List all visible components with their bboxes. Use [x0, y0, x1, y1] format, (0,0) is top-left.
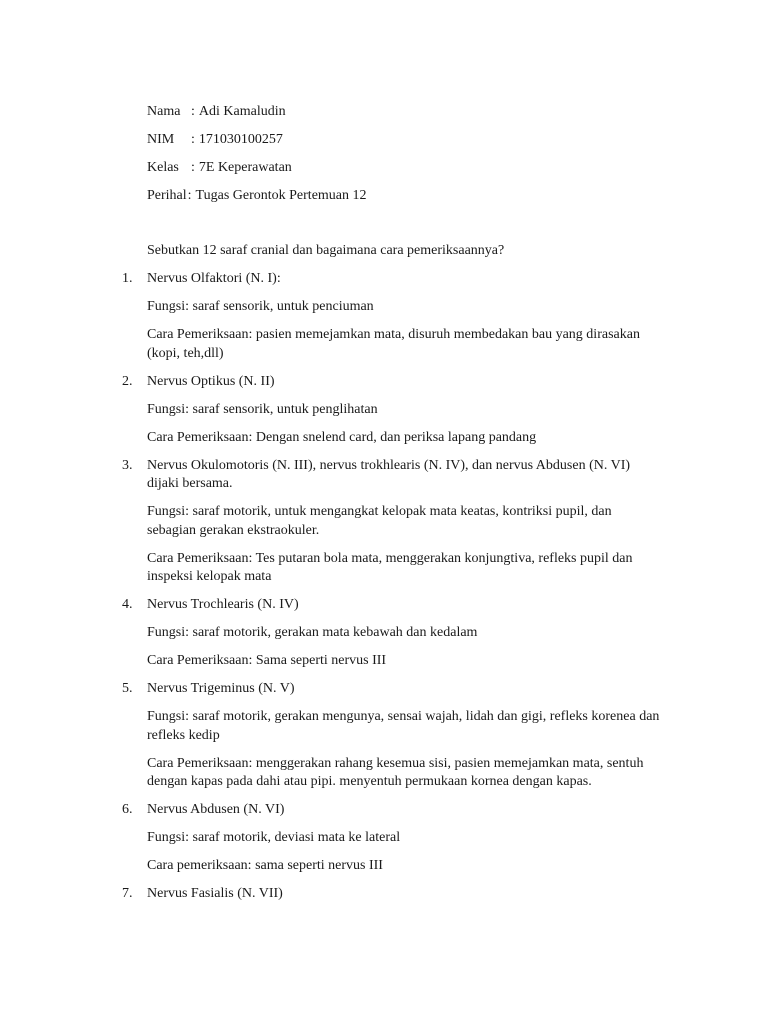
item-cara: Cara Pemeriksaan: Tes putaran bola mata, menggerakan konjungtiva, refleks pupil dan inspeksi kelopak mata: [147, 550, 633, 584]
item-number: 6.: [122, 802, 133, 817]
item-number: 7.: [122, 886, 133, 901]
item-title: Nervus Olfaktori (N. I):: [147, 271, 281, 286]
item-fungsi: Fungsi: saraf motorik, gerakan mengunya, sensai wajah, lidah dan gigi, refleks korenea dan refleks kedip: [147, 709, 660, 743]
item-cara: Cara Pemeriksaan: Sama seperti nervus III: [147, 653, 387, 668]
question-text: Sebutkan 12 saraf cranial dan bagaimana cara pemeriksaannya?: [147, 243, 505, 258]
info-label: Perihal: [147, 188, 187, 203]
item-title: Nervus Trochlearis (N. IV): [147, 597, 299, 612]
list-item: [122, 801, 662, 876]
list-item: [122, 457, 662, 587]
item-title: Nervus Fasialis (N. VII): [147, 886, 283, 901]
item-fungsi: Fungsi: saraf motorik, gerakan mata kebawah dan kedalam: [147, 625, 478, 640]
info-value: Tugas Gerontok Pertemuan 12: [195, 188, 367, 203]
info-label: Kelas: [147, 160, 179, 175]
info-row-kelas: [147, 159, 367, 187]
item-cara: Cara Pemeriksaan: pasien memejamkan mata, disuruh membedakan bau yang dirasakan (kopi, teh,dll): [147, 327, 640, 361]
info-label: NIM: [147, 132, 175, 147]
item-number: 1.: [122, 271, 133, 286]
list-item: [122, 680, 662, 792]
item-title: Nervus Optikus (N. II): [147, 373, 275, 389]
student-info: [147, 103, 367, 215]
info-separator: :: [191, 132, 195, 147]
list-item: [122, 596, 662, 671]
item-number: 4.: [122, 597, 133, 612]
item-cara: Cara Pemeriksaan: Dengan snelend card, dan periksa lapang pandang: [147, 429, 537, 445]
info-row-perihal: [147, 187, 367, 215]
item-fungsi: Fungsi: saraf motorik, deviasi mata ke lateral: [147, 830, 401, 845]
list-item: [122, 270, 662, 363]
item-number: 5.: [122, 681, 133, 696]
info-value: 7E Keperawatan: [198, 160, 292, 175]
cranial-nerve-list: [122, 270, 662, 913]
info-separator: :: [187, 188, 192, 203]
item-title: Nervus Trigeminus (N. V): [147, 681, 295, 696]
item-number: 3.: [122, 457, 133, 473]
item-fungsi: Fungsi: saraf motorik, untuk mengangkat kelopak mata keatas, kontriksi pupil, dan sebagian gerakan ekstraokuler.: [147, 504, 612, 538]
item-number: 2.: [122, 373, 133, 389]
info-row-nama: [147, 103, 367, 131]
info-value: Adi Kamaludin: [198, 104, 286, 119]
item-fungsi: Fungsi: saraf sensorik, untuk penglihatan: [147, 401, 378, 417]
item-title: Nervus Okulomotoris (N. III), nervus trokhlearis (N. IV), dan nervus Abdusen (N. VI) dijaki bersama.: [147, 457, 631, 491]
item-title: Nervus Abdusen (N. VI): [147, 802, 285, 817]
item-cara: Cara Pemeriksaan: menggerakan rahang kesemua sisi, pasien memejamkan mata, sentuh dengan kapas pada dahi atau pipi. menyentuh permukaan kornea dengan kapas.: [147, 755, 644, 789]
list-item: [122, 373, 662, 448]
info-separator: :: [191, 104, 195, 119]
item-fungsi: Fungsi: saraf sensorik, untuk penciuman: [147, 299, 374, 314]
info-label: Nama: [147, 104, 181, 119]
list-item: [122, 885, 662, 904]
item-cara: Cara pemeriksaan: sama seperti nervus III: [147, 858, 383, 873]
info-value: 171030100257: [198, 132, 283, 147]
info-row-nim: [147, 131, 367, 159]
info-separator: :: [191, 160, 195, 175]
